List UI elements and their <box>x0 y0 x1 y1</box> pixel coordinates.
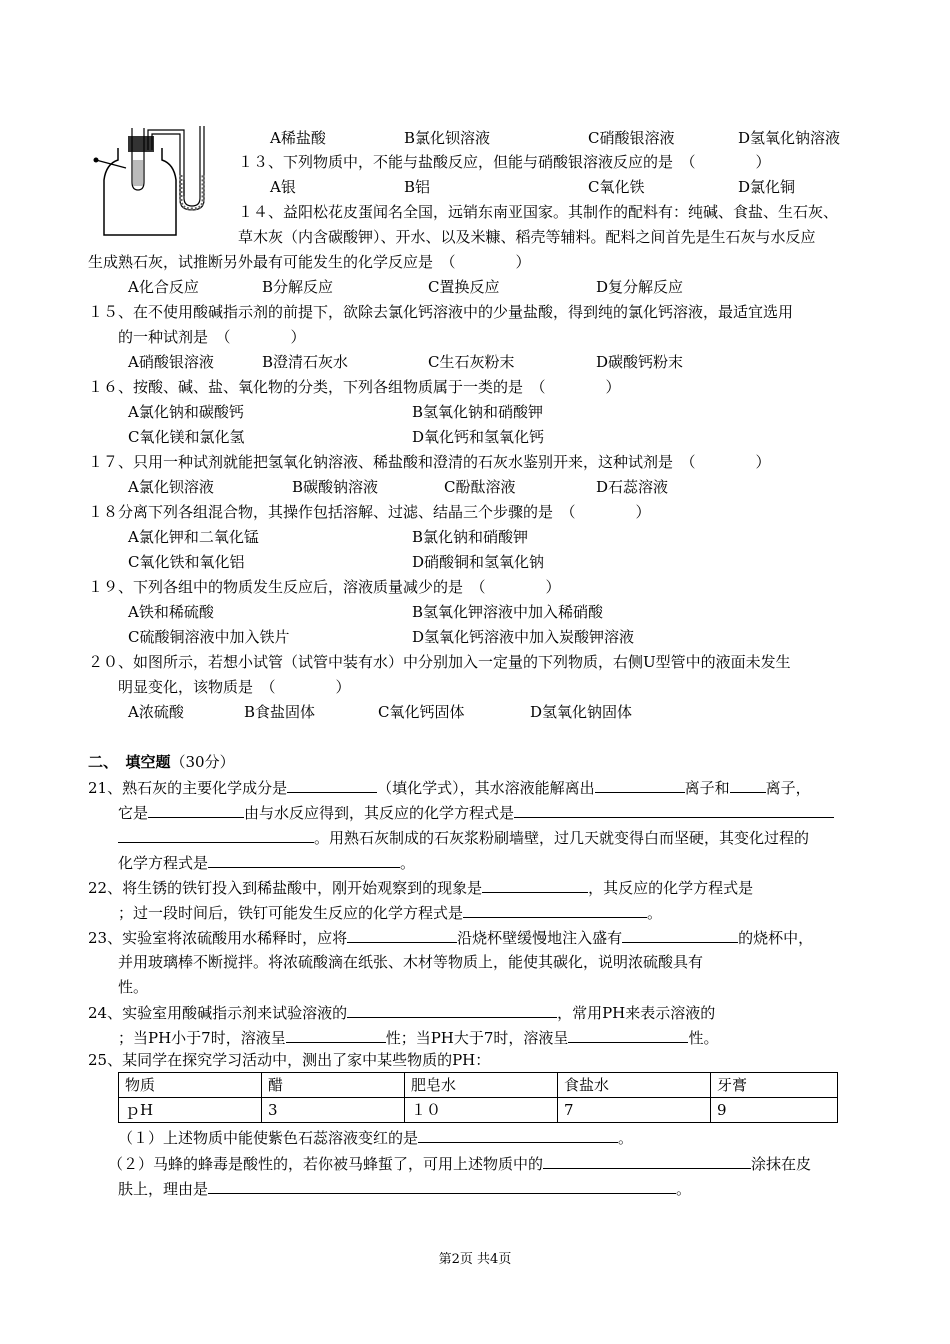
q21-text-7: 。用熟石灰制成的石灰浆粉刷墙壁，过几天就变得白而坚硬，其变化过程的 <box>314 829 810 847</box>
q20-option-b: B食盐固体 <box>244 703 316 721</box>
q20-line2: 明显变化，该物质是 （ ） <box>118 678 351 696</box>
table-cell: 食盐水 <box>558 1073 711 1098</box>
q25-blank-2[interactable] <box>543 1153 751 1169</box>
q18-option-b: B氯化钠和硝酸钾 <box>412 528 529 546</box>
q12-option-a: A稀盐酸 <box>270 129 326 147</box>
q19-option-a: A铁和稀硫酸 <box>128 603 214 621</box>
q18-option-a: A氯化钾和二氧化锰 <box>128 528 259 546</box>
q13-option-a: A银 <box>270 178 296 196</box>
q14-option-c: C置换反应 <box>428 278 500 296</box>
q25-s2-end: 。 <box>676 1180 692 1198</box>
q17-option-b: B碳酸钠溶液 <box>292 478 379 496</box>
q25-s2-text-3: 肤上，理由是 <box>118 1180 209 1198</box>
q20-option-d: D氢氧化钠固体 <box>530 703 633 721</box>
q22-text-3: ；过一段时间后，铁钉可能发生反应的化学方程式是 <box>118 904 464 922</box>
q25-s1-text: （１）上述物质中能使紫色石蕊溶液变红的是 <box>118 1129 419 1147</box>
q23-text-2: 沿烧杯壁缓慢地注入盛有 <box>457 929 623 947</box>
q21-blank-1[interactable] <box>287 777 377 793</box>
q21-blank-5[interactable] <box>514 802 834 818</box>
q24-text-2: ，常用PH来表示溶液的 <box>557 1004 716 1022</box>
q16-option-a: A氯化钠和碳酸钙 <box>128 403 244 421</box>
q21-text-1: 21、熟石灰的主要化学成分是 <box>88 779 288 797</box>
q19-option-b: B氢氧化钾溶液中加入稀硝酸 <box>412 603 604 621</box>
q22-text-2: ，其反应的化学方程式是 <box>588 879 754 897</box>
q15-line2: 的一种试剂是 （ ） <box>118 328 306 346</box>
q22-blank-2[interactable] <box>463 902 647 918</box>
q24-text-5: 性。 <box>688 1029 719 1047</box>
q24-blank-2[interactable] <box>286 1027 386 1043</box>
table-cell: 肥皂水 <box>405 1073 558 1098</box>
q21-text-8: 化学方程式是 <box>118 854 209 872</box>
q14-line3: 生成熟石灰，试推断另外最有可能发生的化学反应是 （ ） <box>88 253 531 271</box>
ph-table <box>118 1072 838 1123</box>
section-score: （30分） <box>170 753 235 771</box>
q21-text-2: （填化学式），其水溶液能解离出 <box>377 779 595 797</box>
q13-stem: １３、下列物质中，不能与盐酸反应，但能与硝酸银溶液反应的是 （ ） <box>238 153 771 171</box>
q23-blank-2[interactable] <box>622 927 738 943</box>
q15-option-d: D碳酸钙粉末 <box>596 353 684 371</box>
q16-option-b: B氢氧化钠和硝酸钾 <box>412 403 544 421</box>
q21-blank-6[interactable] <box>118 827 314 843</box>
q18-option-d: D硝酸铜和氢氧化钠 <box>412 553 545 571</box>
q21-blank-2[interactable] <box>595 777 685 793</box>
table-cell: 9 <box>711 1098 838 1123</box>
q21-text-5: 它是 <box>118 804 149 822</box>
q25-s2-text: （２）马蜂的蜂毒是酸性的，若你被马蜂蜇了，可用上述物质中的 <box>108 1155 544 1173</box>
q21-blank-4[interactable] <box>148 802 244 818</box>
q21-text-9: 。 <box>400 854 416 872</box>
q25-blank-1[interactable] <box>418 1127 618 1143</box>
q21-text-4: 离子， <box>765 779 811 797</box>
q23-text-1: 23、实验室将浓硫酸用水稀释时，应将 <box>88 929 348 947</box>
q16-option-d: D氧化钙和氢氧化钙 <box>412 428 545 446</box>
q24-blank-3[interactable] <box>568 1027 688 1043</box>
q23-text-3: 的烧杯中， <box>738 929 814 947</box>
table-cell: 醋 <box>262 1073 405 1098</box>
q24-text-3: ；当PH小于7时，溶液呈 <box>118 1029 286 1047</box>
q20-line1: ２０、如图所示，若想小试管（试管中装有水）中分别加入一定量的下列物质，右侧U型管中的液面未发生 <box>88 653 791 671</box>
q12-option-d: D氢氧化钠溶液 <box>738 129 841 147</box>
q15-option-a: A硝酸银溶液 <box>128 353 214 371</box>
q24-blank-1[interactable] <box>347 1002 557 1018</box>
q14-line2: 草木灰（内含碳酸钾）、开水、以及米糠、稻壳等辅料。配料之间首先是生石灰与水反应 <box>238 228 816 246</box>
q18-stem: １８分离下列各组混合物，其操作包括溶解、过滤、结晶三个步骤的是 （ ） <box>88 503 651 521</box>
q21-text-6: 由与水反应得到，其反应的化学方程式是 <box>244 804 515 822</box>
table-cell: 3 <box>262 1098 405 1123</box>
q17-option-c: C酚酞溶液 <box>444 478 516 496</box>
q15-option-b: B澄清石灰水 <box>262 353 349 371</box>
q14-line1: １４、益阳松花皮蛋闻名全国，远销东南亚国家。其制作的配料有：纯碱、食盐、生石灰、 <box>238 203 839 221</box>
q19-stem: １９、下列各组中的物质发生反应后，溶液质量减少的是 （ ） <box>88 578 561 596</box>
q23-line3: 性。 <box>118 978 149 996</box>
q14-option-b: B分解反应 <box>262 278 334 296</box>
q13-option-b: B铝 <box>404 178 431 196</box>
q22-text-4: 。 <box>647 904 663 922</box>
q20-option-c: C氧化钙固体 <box>378 703 465 721</box>
q16-option-c: C氧化镁和氯化氢 <box>128 428 245 446</box>
q19-option-d: D氢氧化钙溶液中加入炭酸钾溶液 <box>412 628 635 646</box>
q17-option-a: A氯化钡溶液 <box>128 478 214 496</box>
q25-s2-text-2: 涂抹在皮 <box>751 1155 812 1173</box>
q19-option-c: C硫酸铜溶液中加入铁片 <box>128 628 290 646</box>
q25-blank-3[interactable] <box>208 1178 676 1194</box>
table-cell: 牙膏 <box>711 1073 838 1098</box>
q21-blank-3[interactable] <box>730 777 766 793</box>
section-title: 二、 填空题 <box>88 753 171 771</box>
q22-text-1: 22、将生锈的铁钉投入到稀盐酸中，刚开始观察到的现象是 <box>88 879 483 897</box>
q12-option-b: B氯化钡溶液 <box>404 129 491 147</box>
q18-option-c: C氧化铁和氧化铝 <box>128 553 245 571</box>
table-cell: 物质 <box>119 1073 262 1098</box>
q16-stem: １６、按酸、碱、盐、氧化物的分类，下列各组物质属于一类的是 （ ） <box>88 378 621 396</box>
table-row <box>119 1098 838 1123</box>
q13-option-c: C氧化铁 <box>588 178 645 196</box>
q21-text-3: 离子和 <box>684 779 730 797</box>
q21-blank-7[interactable] <box>208 852 400 868</box>
apparatus-figure <box>88 120 228 240</box>
q17-stem: １７、只用一种试剂就能把氢氧化钠溶液、稀盐酸和澄清的石灰水鉴别开来，这种试剂是 （ ） <box>88 453 771 471</box>
q25-stem: 25、某同学在探究学习活动中，测出了家中某些物质的PH： <box>88 1051 491 1069</box>
q20-option-a: A浓硫酸 <box>128 703 184 721</box>
q15-option-c: C生石灰粉末 <box>428 353 515 371</box>
q24-text-1: 24、实验室用酸碱指示剂来试验溶液的 <box>88 1004 348 1022</box>
q22-blank-1[interactable] <box>482 877 588 893</box>
q23-line2: 并用玻璃棒不断搅拌。将浓硫酸滴在纸张、木材等物质上，能使其碳化，说明浓硫酸具有 <box>118 953 704 971</box>
table-cell: ｐH <box>119 1098 262 1123</box>
q23-blank-1[interactable] <box>347 927 457 943</box>
q13-option-d: D氯化铜 <box>738 178 796 196</box>
table-cell: １０ <box>405 1098 558 1123</box>
q14-option-a: A化合反应 <box>128 278 199 296</box>
q17-option-d: D石蕊溶液 <box>596 478 669 496</box>
q25-s1-end: 。 <box>618 1129 634 1147</box>
q12-option-c: C硝酸银溶液 <box>588 129 675 147</box>
q14-option-d: D复分解反应 <box>596 278 684 296</box>
table-cell: 7 <box>558 1098 711 1123</box>
q24-text-4: 性；当PH大于7时，溶液呈 <box>385 1029 569 1047</box>
table-header-row <box>119 1073 838 1098</box>
page-footer: 第2页 共4页 <box>438 1252 512 1267</box>
q15-line1: １５、在不使用酸碱指示剂的前提下，欲除去氯化钙溶液中的少量盐酸，得到纯的氯化钙溶液，最适宜选用 <box>88 303 794 321</box>
